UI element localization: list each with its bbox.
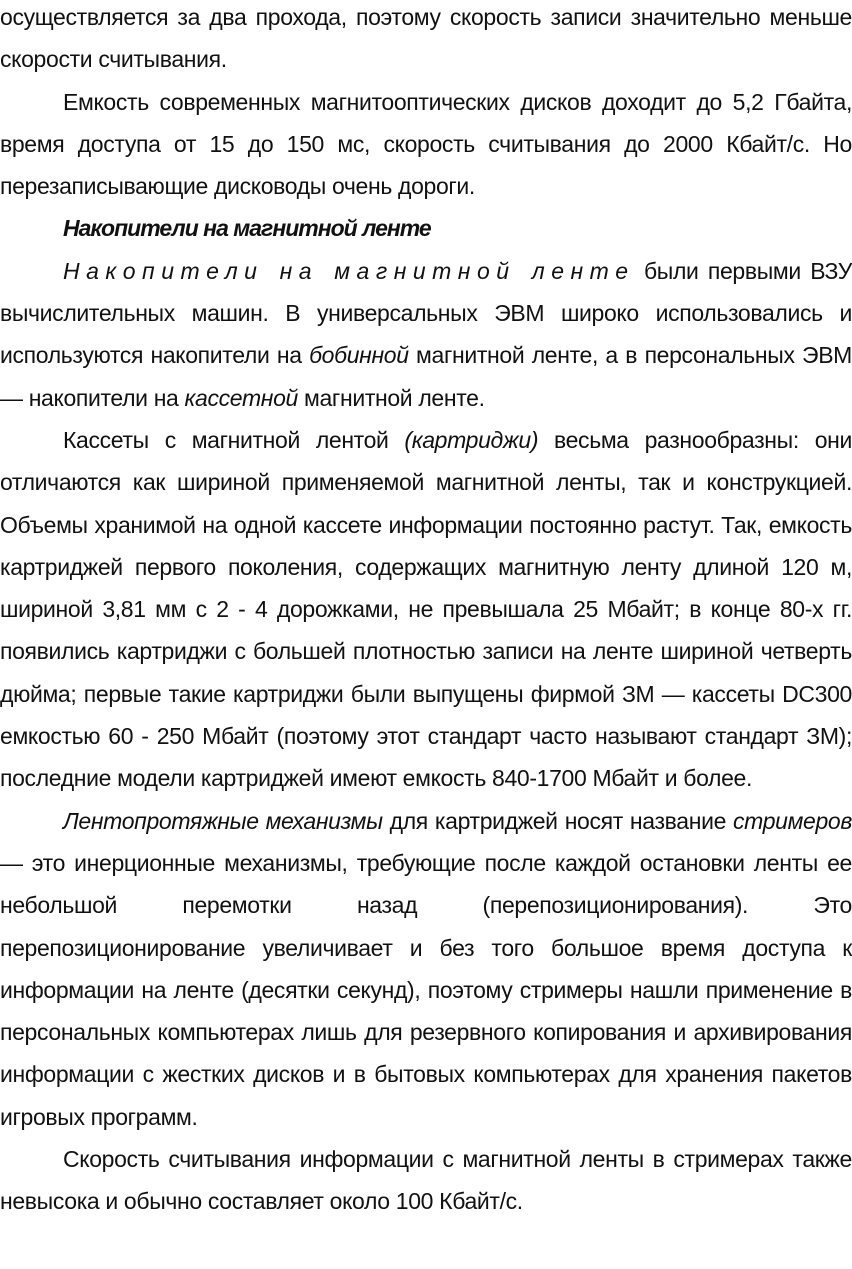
paragraph-read-speed: Скорость считывания информации с магнитной ленты в стримерах также невысока и обычно составляет около 100 Кбайт/с. xyxy=(0,1146,852,1215)
term-spaced: Накопители на магнитной ленте xyxy=(63,257,635,284)
text-run: магнитной ленте. xyxy=(297,384,485,411)
emphasis-streamers: стримеров xyxy=(733,807,852,834)
section-heading: Накопители на магнитной ленте xyxy=(63,215,431,242)
text-run: были первыми ВЗУ вычислительных машин. В универсальных ЭВМ широко использовались и используются накопители на xyxy=(0,257,852,369)
paragraph-tape-drives xyxy=(0,250,852,419)
emphasis-cartridges: (картриджи) xyxy=(404,426,539,453)
text-run: Кассеты с магнитной лентой xyxy=(63,426,405,453)
paragraph-cartridges xyxy=(0,419,852,800)
text-run: весьма разнообразны: они отличаются как шириной применяемой магнитной ленты, так и конструкцией. Объемы хранимой на одной кассете информации постоянно растут. Так, емкость картриджей первого поколения, содержащих магнитную ленту длиной 120 м, шириной 3,81 мм с 2 - 4 дорожками, не превышала 25 Мбайт; в конце 80-х гг. появились картриджи с большей плотностью записи на ленте шириной четверть дюйма; первые такие картриджи были выпущены фирмой ЗМ — кассеты DC300 емкостью 60 - 250 Мбайт (поэтому этот стандарт часто называют стандарт ЗМ); последние модели картриджей имеют емкость 840-1700 Мбайт и более. xyxy=(0,426,852,792)
emphasis-cassette: кассетной xyxy=(184,384,298,411)
paragraph-streamers xyxy=(0,800,852,1138)
text-run: — это инерционные механизмы, требующие после каждой остановки ленты ее небольшой перемотки назад (перепозиционирования). Это перепозиционирование увеличивает и без того большое время доступа к информации на ленте (десятки секунд), поэтому стримеры нашли применение в персональных компьютерах лишь для резервного копирования и архивирования информации с жестких дисков и в бытовых компьютерах для хранения пакетов игровых программ. xyxy=(0,849,852,1130)
paragraph-mo-capacity: Емкость современных магнитооптических дисков доходит до 5,2 Гбайта, время доступа от 15 до 150 мс, скорость считывания до 2000 Кбайт/с. Но перезаписывающие дисководы очень дороги. xyxy=(0,88,852,200)
emphasis-bobbin: бобинной xyxy=(309,342,409,369)
text-run: магнитной ленте, а в персональных ЭВМ — накопители на xyxy=(0,342,852,411)
paragraph-continuation: осуществляется за два прохода, поэтому скорость записи значительно меньше скорости считывания. xyxy=(0,4,852,73)
emphasis-mechanisms: Лентопротяжные механизмы xyxy=(63,807,383,834)
text-run: для картриджей носят название xyxy=(382,807,734,834)
